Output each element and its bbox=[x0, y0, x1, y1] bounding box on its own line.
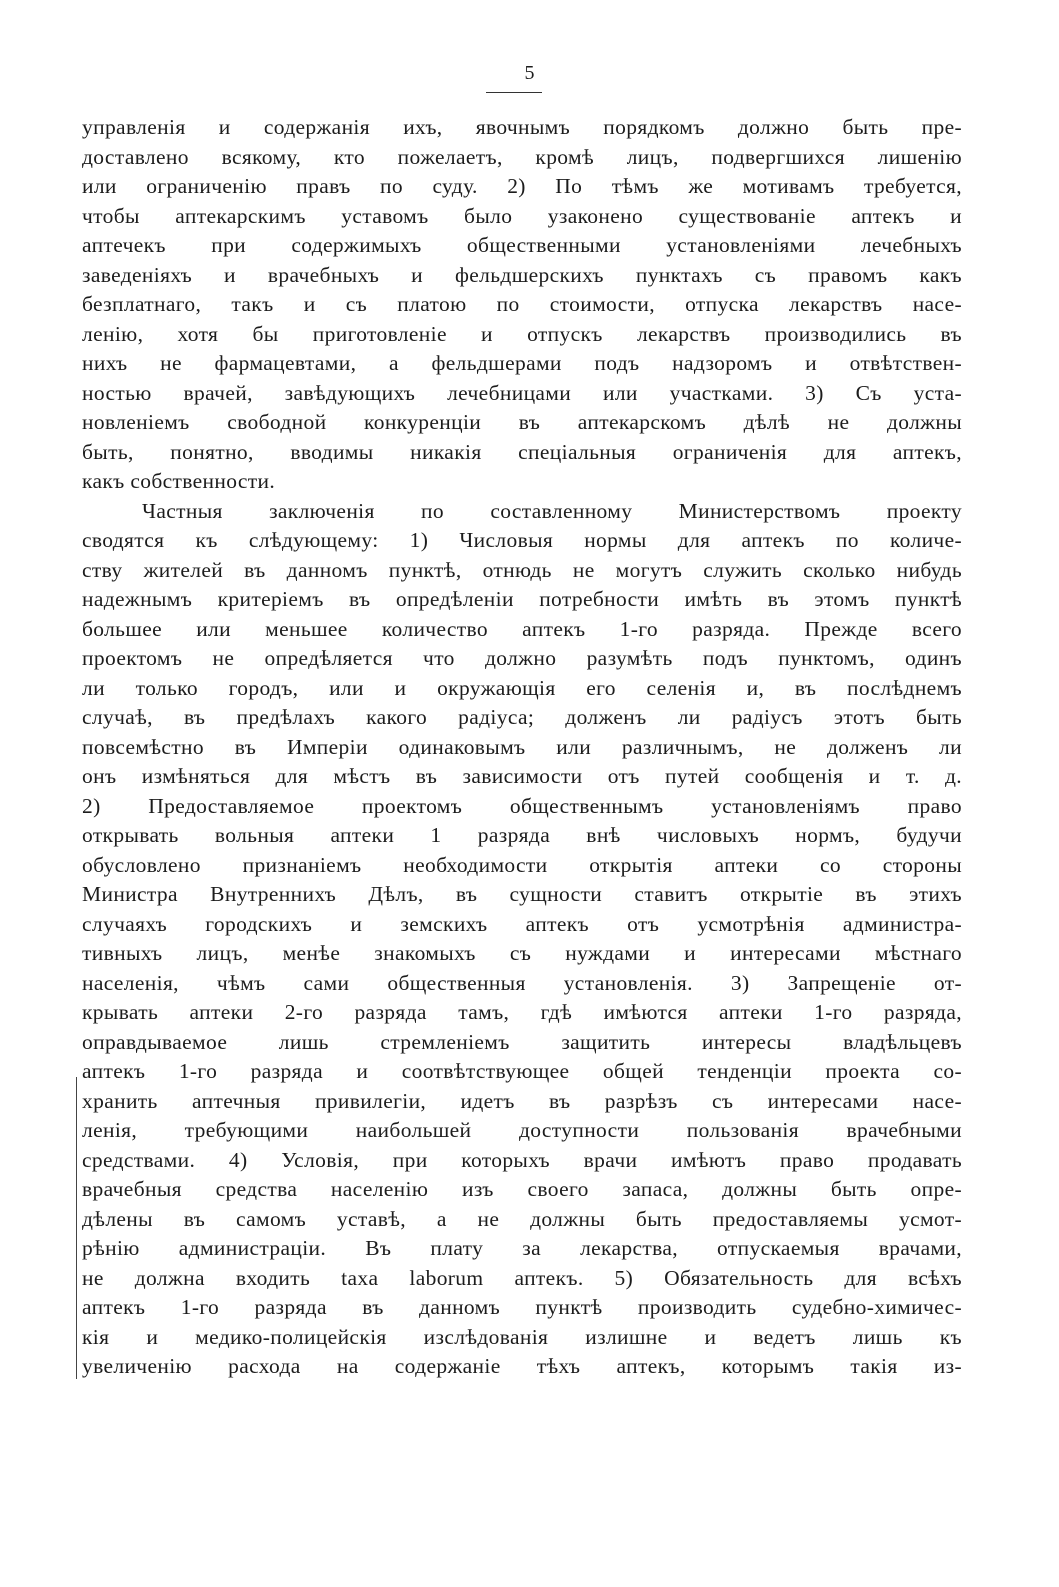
text-line: случаяхъ городскихъ и земскихъ аптекъ отъ усмотрѣнія администра- bbox=[82, 911, 962, 936]
text-line: онъ измѣняться для мѣстъ въ зависимости отъ путей сообщенія и т. д. bbox=[82, 764, 962, 788]
text-line: Министра Внутреннихъ Дѣлъ, въ сущности ставитъ открытіе въ этихъ bbox=[82, 882, 962, 906]
text-line: аптекъ 1-го разряда и соотвѣтствующее общей тенденціи проекта со- bbox=[82, 1059, 962, 1083]
text-line: безплатнаго, такъ и съ платою по стоимости, отпуска лекарствъ насе- bbox=[82, 292, 962, 316]
text-line: управленія и содержанія ихъ, явочнымъ порядкомъ должно быть пре- bbox=[82, 115, 962, 139]
text-line: ли только городъ, или и окружающія его селенія и, въ послѣднемъ bbox=[82, 675, 962, 700]
text-line: новленіемъ свободной конкуренціи въ аптекарскомъ дѣлѣ не должны bbox=[82, 410, 962, 434]
text-line: аптекъ 1-го разряда въ данномъ пунктѣ производить судебно-химичес- bbox=[82, 1295, 962, 1319]
paragraph bbox=[82, 113, 962, 497]
text-line: какъ собственности. bbox=[82, 469, 276, 493]
text-line: заведеніяхъ и врачебныхъ и фельдшерскихъ пунктахъ съ правомъ какъ bbox=[82, 262, 962, 287]
text-line: 2) Предоставляемое проектомъ общественнымъ установленіямъ право bbox=[82, 793, 962, 818]
text-line: проектомъ не опредѣляется что должно разумѣть подъ пунктомъ, одинъ bbox=[82, 646, 962, 670]
text-line: аптечекъ при содержимыхъ общественными установленіями лечебныхъ bbox=[82, 233, 962, 257]
text-line: случаѣ, въ предѣлахъ какого радіуса; долженъ ли радіусъ этотъ быть bbox=[82, 705, 962, 729]
text-line: населенія, чѣмъ сами общественныя установленія. 3) Запрещеніе от- bbox=[82, 970, 962, 995]
text-line: средствами. 4) Условія, при которыхъ врачи имѣютъ право продавать bbox=[82, 1147, 962, 1172]
text-line: чтобы аптекарскимъ уставомъ было узаконено существованіе аптекъ и bbox=[82, 203, 962, 228]
text-line: или ограниченію правъ по суду. 2) По тѣмъ же мотивамъ требуется, bbox=[82, 174, 962, 198]
text-line: сводятся къ слѣдующему: 1) Числовыя нормы для аптекъ по количе- bbox=[82, 528, 962, 552]
text-line: открывать вольныя аптеки 1 разряда внѣ числовыхъ нормъ, будучи bbox=[82, 823, 962, 847]
text-line: ленію, хотя бы приготовленіе и отпускъ лекарствъ производились въ bbox=[82, 321, 962, 346]
text-line: кія и медико-полицейскія изслѣдованія излишне и ведетъ лишь къ bbox=[82, 1324, 962, 1349]
text-line: оправдываемое лишь стремленіемъ защитить интересы владѣльцевъ bbox=[82, 1029, 962, 1054]
text-line: обусловлено признаніемъ необходимости открытія аптеки со стороны bbox=[82, 852, 962, 877]
text-line: дѣлены въ самомъ уставѣ, а не должны быть предоставляемы усмот- bbox=[82, 1206, 962, 1231]
text-line: тивныхъ лицъ, менѣе знакомыхъ съ нуждами и интересами мѣстнаго bbox=[82, 941, 962, 965]
document-body bbox=[82, 113, 962, 1382]
text-line: крывать аптеки 2-го разряда тамъ, гдѣ имѣются аптеки 1-го разряда, bbox=[82, 1000, 962, 1024]
text-line: ству жителей въ данномъ пунктѣ, отнюдь не могутъ служить сколько нибудь bbox=[82, 557, 962, 582]
text-line: врачебныя средства населенію изъ своего запаса, должны быть опре- bbox=[82, 1177, 962, 1201]
text-line: Частныя заключенія по составленному Министерствомъ проекту bbox=[142, 498, 962, 523]
text-line: не должна входить taxa laborum аптекъ. 5) Обязательность для всѣхъ bbox=[82, 1265, 962, 1290]
text-line: повсемѣстно въ Имперіи одинаковымъ или различнымъ, не долженъ ли bbox=[82, 734, 962, 759]
margin-bracket bbox=[76, 1077, 77, 1379]
text-line: ностью врачей, завѣдующихъ лечебницами или участками. 3) Съ уста- bbox=[82, 380, 962, 405]
page-number-rule bbox=[486, 92, 542, 93]
text-line: хранить аптечныя привилегіи, идетъ въ разрѣзъ съ интересами насе- bbox=[82, 1088, 962, 1113]
page-number: 5 bbox=[524, 62, 535, 84]
text-line: нихъ не фармацевтами, а фельдшерами подъ надзоромъ и отвѣтствен- bbox=[82, 351, 962, 375]
text-line: быть, понятно, вводимы никакія спеціальныя ограниченія для аптекъ, bbox=[82, 439, 962, 464]
text-line: доставлено всякому, кто пожелаетъ, кромѣ лицъ, подвергшихся лишенію bbox=[82, 144, 962, 169]
paragraph bbox=[82, 497, 962, 1382]
text-line: надежнымъ критеріемъ въ опредѣленіи потребности имѣть въ этомъ пунктѣ bbox=[82, 587, 962, 611]
text-line: увеличенію расхода на содержаніе тѣхъ аптекъ, которымъ такія из- bbox=[82, 1354, 962, 1378]
text-line: ленія, требующими наибольшей доступности пользованія врачебными bbox=[82, 1118, 962, 1142]
text-line: большее или меньшее количество аптекъ 1-го разряда. Прежде всего bbox=[82, 616, 962, 641]
text-line: рѣнію администраціи. Въ плату за лекарства, отпускаемыя врачами, bbox=[82, 1236, 962, 1260]
